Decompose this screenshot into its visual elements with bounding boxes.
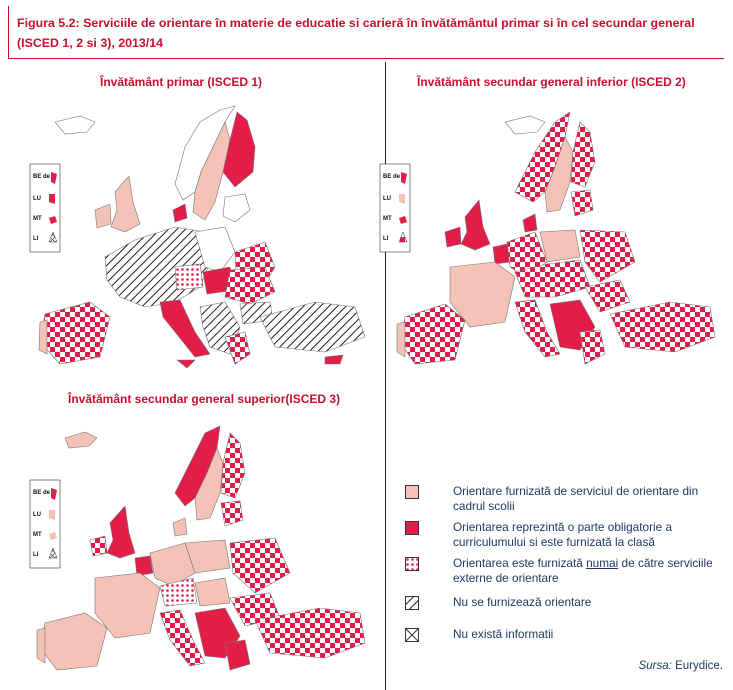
country-czech (175, 264, 203, 290)
source-note (639, 660, 723, 672)
svg-text:BE de: BE de (33, 174, 51, 180)
legend-label-nodata: Nu există informatii (453, 627, 554, 641)
country-denmark (173, 204, 187, 222)
country-turkey (610, 302, 715, 352)
country-greece (225, 640, 250, 670)
country-baltics (221, 501, 243, 526)
country-east (230, 538, 290, 593)
country-ireland (90, 536, 107, 556)
legend-label-none: Nu se furnizează orientare (453, 595, 592, 609)
legend-label-curriculum: Orientarea reprezintă o parte obligatorie a curriculumului si este furnizată la clasă (453, 520, 673, 549)
country-baltics (223, 194, 250, 222)
svg-text:LU: LU (33, 196, 41, 202)
legend-label-external: Orientarea este furnizată numai de către serviciile externe de orientare (453, 556, 713, 585)
country-finland (223, 112, 255, 187)
country-ireland (445, 227, 461, 247)
country-hungary (195, 578, 230, 606)
legend-swatch-red (405, 521, 419, 535)
country-cyprus (325, 355, 343, 364)
country-poland (540, 230, 580, 262)
figure-label: Figura 5.2: (17, 16, 80, 30)
country-denmark (173, 518, 187, 536)
country-portugal (397, 322, 405, 357)
svg-text:MT: MT (33, 532, 42, 538)
country-iceland (55, 116, 95, 134)
country-ireland (95, 204, 111, 228)
svg-text:LI: LI (33, 236, 39, 242)
map-title-isced2: Învătământ secundar general inferior (ISCED 2) (417, 75, 686, 89)
inset-boxes (380, 164, 410, 252)
source-value: Eurydice. (675, 660, 723, 672)
country-denmark (523, 214, 537, 232)
legend-label-school: Orientare furnizată de serviciul de orientare din cadrul scolii (453, 484, 699, 513)
legend-swatch-dots (405, 557, 419, 571)
country-romania (585, 280, 630, 312)
svg-text:LI: LI (383, 236, 389, 242)
figure-title (8, 6, 724, 59)
country-turkey (260, 302, 365, 352)
country-finland (221, 433, 245, 498)
country-iberia (40, 613, 107, 670)
country-finland (571, 122, 595, 187)
svg-text:MT: MT (33, 216, 42, 222)
map-isced2 (375, 92, 720, 372)
map-isced3 (25, 408, 370, 676)
country-sicily (177, 360, 195, 368)
country-iceland (505, 116, 545, 134)
source-label: Sursa: (638, 660, 672, 672)
country-romania (225, 267, 275, 304)
figure-title-text: Serviciile de orientare în materie de educatie si carieră în învătământul primar si în cel secundar general (ISCED 1, 2 si 3), 2013/14 (17, 16, 695, 50)
svg-text:LU: LU (33, 512, 41, 518)
legend-swatch-hatch (405, 596, 419, 610)
inset-boxes (30, 480, 60, 568)
map-isced1 (25, 92, 370, 372)
map-title-isced1: Învătământ primar (ISCED 1) (100, 75, 263, 89)
svg-text:LI: LI (33, 552, 39, 558)
country-iberia (400, 304, 465, 364)
legend-swatch-cross (405, 628, 419, 642)
country-iceland (65, 432, 97, 448)
country-uk (107, 506, 135, 558)
country-iberia (40, 302, 110, 364)
country-baltics (571, 190, 593, 216)
inset-boxes (30, 164, 60, 252)
legend-emphasis: numai (586, 556, 619, 570)
svg-text:BE de: BE de (383, 174, 401, 180)
country-portugal (39, 320, 47, 354)
svg-text:LU: LU (383, 196, 391, 202)
svg-text:BE de: BE de (33, 490, 51, 496)
country-portugal (37, 628, 45, 663)
svg-text:MT: MT (383, 216, 392, 222)
country-east (580, 230, 635, 282)
country-uk (461, 200, 490, 250)
map-title-isced3: Învătământ secundar general superior(ISCED 3) (68, 392, 341, 406)
legend-swatch-pink (405, 485, 419, 499)
country-uk (111, 176, 140, 232)
country-greece (580, 330, 605, 364)
